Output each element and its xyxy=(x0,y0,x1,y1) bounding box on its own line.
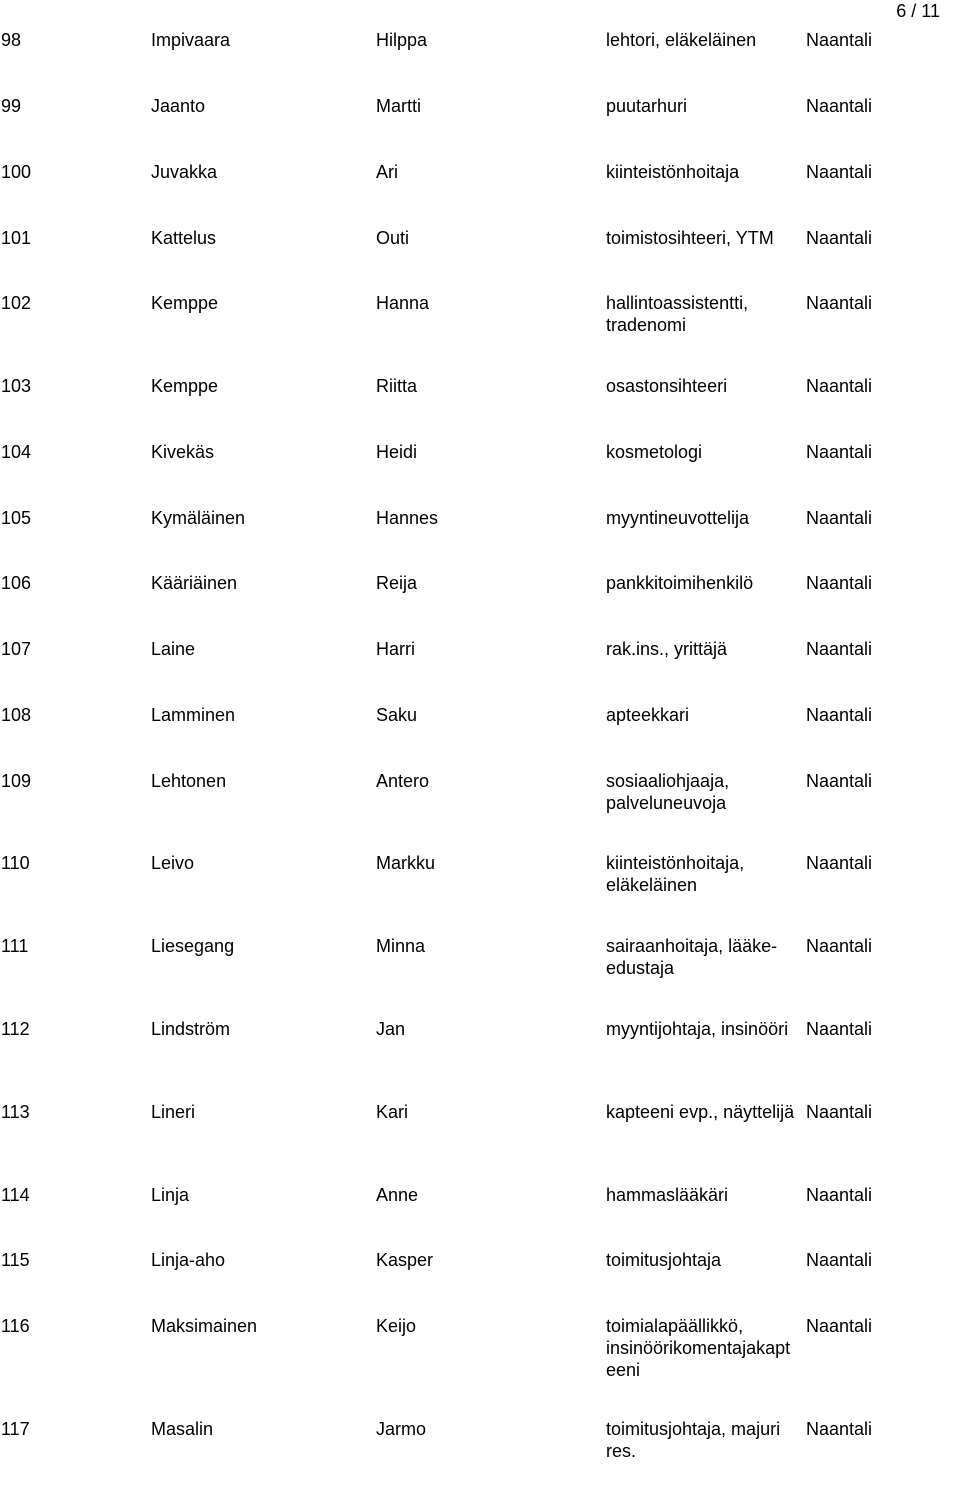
row-number: 116 xyxy=(1,1316,30,1336)
list-row xyxy=(0,704,960,774)
list-row xyxy=(0,29,960,99)
first-name: Hannes xyxy=(376,508,439,528)
occupation-line: insinöörikomentajakapt xyxy=(606,1338,791,1358)
first-name: Martti xyxy=(376,96,421,116)
occupation-line: toimialapäällikkö, xyxy=(606,1316,744,1336)
city: Naantali xyxy=(806,639,873,659)
last-name: Jaanto xyxy=(151,96,206,116)
occupation xyxy=(606,227,802,249)
city: Naantali xyxy=(806,228,873,248)
city: Naantali xyxy=(806,30,873,50)
list-row xyxy=(0,852,960,922)
occupation-line: res. xyxy=(606,1441,637,1461)
first-name: Anne xyxy=(376,1185,419,1205)
row-number: 100 xyxy=(1,162,32,182)
occupation-line: hammaslääkäri xyxy=(606,1185,729,1205)
row-number: 110 xyxy=(1,853,30,873)
last-name: Kattelus xyxy=(151,228,217,248)
last-name: Lamminen xyxy=(151,705,236,725)
row-number: 106 xyxy=(1,573,32,593)
occupation-line: puutarhuri xyxy=(606,96,688,116)
occupation-line: kiinteistönhoitaja xyxy=(606,162,740,182)
occupation-line: hallintoassistentti, xyxy=(606,293,749,313)
city: Naantali xyxy=(806,1316,873,1336)
occupation xyxy=(606,292,802,336)
first-name: Riitta xyxy=(376,376,418,396)
occupation-line: tradenomi xyxy=(606,315,687,335)
row-number: 115 xyxy=(1,1250,30,1270)
occupation-line: toimistosihteeri, YTM xyxy=(606,228,774,248)
occupation xyxy=(606,29,802,51)
last-name: Kymäläinen xyxy=(151,508,246,528)
city: Naantali xyxy=(806,1019,873,1039)
list-row xyxy=(0,1018,960,1088)
occupation-line: edustaja xyxy=(606,958,675,978)
occupation xyxy=(606,507,802,529)
last-name: Linja-aho xyxy=(151,1250,226,1270)
occupation xyxy=(606,704,802,726)
occupation-line: sairaanhoitaja, lääke- xyxy=(606,936,778,956)
city: Naantali xyxy=(806,293,873,313)
first-name: Keijo xyxy=(376,1316,417,1336)
city: Naantali xyxy=(806,442,873,462)
first-name: Saku xyxy=(376,705,418,725)
first-name: Kari xyxy=(376,1102,409,1122)
last-name: Lineri xyxy=(151,1102,196,1122)
occupation-line: myyntineuvottelija xyxy=(606,508,750,528)
first-name: Hanna xyxy=(376,293,430,313)
last-name: Kääriäinen xyxy=(151,573,238,593)
occupation-line: palveluneuvoja xyxy=(606,793,727,813)
row-number: 101 xyxy=(1,228,32,248)
city: Naantali xyxy=(806,1185,873,1205)
occupation xyxy=(606,935,802,979)
occupation-line: eläkeläinen xyxy=(606,875,698,895)
city: Naantali xyxy=(806,1250,873,1270)
list-row xyxy=(0,375,960,445)
city: Naantali xyxy=(806,508,873,528)
first-name: Jan xyxy=(376,1019,406,1039)
first-name: Markku xyxy=(376,853,436,873)
first-name: Ari xyxy=(376,162,398,182)
occupation-line: sosiaaliohjaaja, xyxy=(606,771,730,791)
city: Naantali xyxy=(806,573,873,593)
row-number: 102 xyxy=(1,293,32,313)
row-number: 105 xyxy=(1,508,32,528)
occupation xyxy=(606,1315,802,1381)
occupation-line: lehtori, eläkeläinen xyxy=(606,30,757,50)
list-row xyxy=(0,1418,960,1488)
last-name: Kemppe xyxy=(151,293,219,313)
last-name: Juvakka xyxy=(151,162,218,182)
row-number: 112 xyxy=(1,1019,30,1039)
row-number: 104 xyxy=(1,442,32,462)
occupation xyxy=(606,1101,802,1123)
list-row xyxy=(0,1184,960,1254)
city: Naantali xyxy=(806,771,873,791)
list-row xyxy=(0,1315,960,1385)
occupation xyxy=(606,638,802,660)
city: Naantali xyxy=(806,376,873,396)
occupation-line: rak.ins., yrittäjä xyxy=(606,639,728,659)
row-number: 117 xyxy=(1,1419,30,1439)
last-name: Impivaara xyxy=(151,30,231,50)
city: Naantali xyxy=(806,162,873,182)
first-name: Harri xyxy=(376,639,415,659)
list-row xyxy=(0,227,960,297)
occupation xyxy=(606,441,802,463)
occupation-line: kosmetologi xyxy=(606,442,703,462)
list-row xyxy=(0,572,960,642)
first-name: Jarmo xyxy=(376,1419,427,1439)
list-row xyxy=(0,441,960,511)
page-number: 6 / 11 xyxy=(896,1,940,21)
occupation-line: osastonsihteeri xyxy=(606,376,728,396)
list-row xyxy=(0,638,960,708)
row-number: 108 xyxy=(1,705,32,725)
list-row xyxy=(0,161,960,231)
first-name: Kasper xyxy=(376,1250,434,1270)
occupation xyxy=(606,1184,802,1206)
row-number: 107 xyxy=(1,639,32,659)
row-number: 111 xyxy=(1,936,29,956)
list-row xyxy=(0,507,960,577)
city: Naantali xyxy=(806,1419,873,1439)
occupation-line: kapteeni evp., näyttelijä xyxy=(606,1102,795,1122)
city: Naantali xyxy=(806,853,873,873)
last-name: Laine xyxy=(151,639,196,659)
first-name: Heidi xyxy=(376,442,418,462)
city: Naantali xyxy=(806,705,873,725)
row-number: 99 xyxy=(1,96,22,116)
first-name: Hilppa xyxy=(376,30,428,50)
city: Naantali xyxy=(806,96,873,116)
first-name: Antero xyxy=(376,771,430,791)
occupation-line: toimitusjohtaja, majuri xyxy=(606,1419,781,1439)
last-name: Kemppe xyxy=(151,376,219,396)
last-name: Linja xyxy=(151,1185,190,1205)
occupation-line: toimitusjohtaja xyxy=(606,1250,722,1270)
first-name: Reija xyxy=(376,573,418,593)
row-number: 113 xyxy=(1,1102,30,1122)
row-number: 98 xyxy=(1,30,22,50)
last-name: Liesegang xyxy=(151,936,235,956)
occupation xyxy=(606,1249,802,1271)
row-number: 114 xyxy=(1,1185,30,1205)
occupation xyxy=(606,161,802,183)
row-number: 103 xyxy=(1,376,32,396)
last-name: Kivekäs xyxy=(151,442,215,462)
last-name: Lindström xyxy=(151,1019,231,1039)
last-name: Masalin xyxy=(151,1419,214,1439)
list-row xyxy=(0,292,960,362)
last-name: Maksimainen xyxy=(151,1316,258,1336)
occupation xyxy=(606,1418,802,1462)
occupation xyxy=(606,572,802,594)
occupation xyxy=(606,1018,802,1040)
occupation xyxy=(606,375,802,397)
city: Naantali xyxy=(806,936,873,956)
occupation-line: pankkitoimihenkilö xyxy=(606,573,754,593)
row-number: 109 xyxy=(1,771,32,791)
list-row xyxy=(0,935,960,1005)
occupation xyxy=(606,852,802,896)
occupation-line: apteekkari xyxy=(606,705,690,725)
city: Naantali xyxy=(806,1102,873,1122)
last-name: Lehtonen xyxy=(151,771,227,791)
list-row xyxy=(0,95,960,165)
occupation-line: kiinteistönhoitaja, xyxy=(606,853,745,873)
occupation xyxy=(606,95,802,117)
first-name: Outi xyxy=(376,228,410,248)
first-name: Minna xyxy=(376,936,426,956)
list-row xyxy=(0,770,960,840)
list-row xyxy=(0,1101,960,1171)
occupation xyxy=(606,770,802,814)
last-name: Leivo xyxy=(151,853,195,873)
occupation-line: myyntijohtaja, insinööri xyxy=(606,1019,789,1039)
list-row xyxy=(0,1249,960,1319)
occupation-line: eeni xyxy=(606,1360,641,1380)
